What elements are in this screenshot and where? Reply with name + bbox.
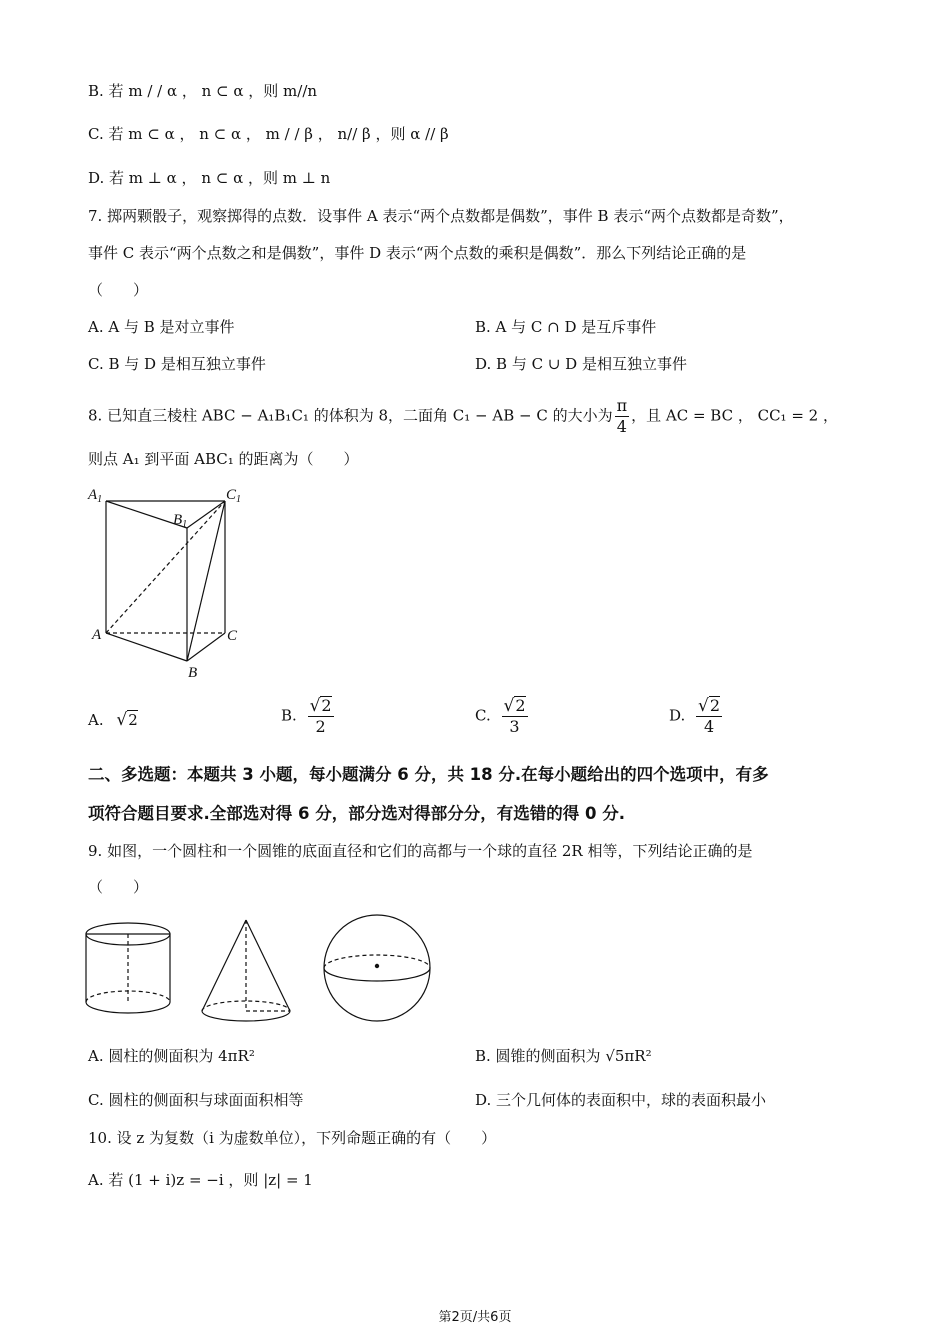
q8-option-a-label: A. [88, 711, 104, 729]
q9-answer-paren: （ ） [88, 878, 149, 896]
q8-stem-line2: 则点 A₁ 到平面 ABC₁ 的距离为（ ） [88, 450, 359, 468]
q8-stem-line1 [88, 396, 838, 437]
q8-option-a-value: 2 [128, 711, 138, 729]
q8-option-b: B. $\frac{√2}{2}$ [281, 696, 332, 736]
q6-option-d: D. 若 m ⊥ α ， n ⊂ α ，则 m ⊥ n [88, 169, 331, 187]
section2-heading-line2: 项符合题目要求.全部选对得 6 分，部分选对得部分分，有选错的得 0 分. [88, 804, 625, 823]
q9-option-c: C. 圆柱的侧面积与球面面积相等 [88, 1091, 304, 1109]
q7-option-c: C. B 与 D 是相互独立事件 [88, 355, 266, 373]
label-b1: $B_1$ [173, 512, 188, 530]
label-a: A [92, 627, 102, 643]
label-c: C [227, 628, 238, 644]
q8-option-c-numerator: 2 [515, 696, 526, 715]
q9-option-a: A. 圆柱的侧面积为 4πR² [88, 1047, 255, 1065]
q8-option-c-denominator: 3 [509, 717, 520, 736]
q8-angle-numerator: π [616, 396, 628, 415]
q7-answer-paren: （ ） [88, 281, 149, 299]
q8-option-b-label: B. [281, 706, 297, 725]
q8-option-d-denominator: 4 [703, 717, 715, 736]
q8-option-c: C. $\frac{√2}{3}$ [475, 696, 526, 736]
section2-heading-line1: 二、多选题：本题共 3 小题，每小题满分 6 分，共 18 分.在每小题给出的四个选项中，有多 [88, 765, 769, 784]
q7-option-a: A. A 与 B 是对立事件 [88, 318, 235, 336]
q9-stem-line1: 9. 如图，一个圆柱和一个圆锥的底面直径和它们的高都与一个球的直径 2R 相等，下列结论正确的是 [88, 842, 753, 860]
q8-prism-figure [84, 484, 254, 684]
q10-stem: 10. 设 z 为复数（i 为虚数单位），下列命题正确的有（ ） [88, 1129, 497, 1147]
q7-option-b: B. A 与 C ∩ D 是互斥事件 [475, 318, 657, 336]
q8-option-d-numerator: 2 [709, 696, 721, 715]
q9-option-d: D. 三个几何体的表面积中，球的表面积最小 [475, 1091, 767, 1109]
q7-option-d: D. B 与 C ∪ D 是相互独立事件 [475, 355, 687, 373]
q8-option-b-denominator: 2 [315, 717, 326, 736]
q8-angle-fraction [615, 396, 630, 437]
label-b: B [188, 665, 198, 681]
label-a1: $A_1$ [88, 487, 103, 505]
q10-option-a: A. 若 (1 + i)z = −i ，则 |z| = 1 [88, 1171, 313, 1189]
q8-option-d: D. $\frac{√2}{4}$ [669, 696, 721, 736]
q9-option-b: B. 圆锥的侧面积为 √5πR² [475, 1047, 652, 1065]
q8-option-b-numerator: 2 [321, 696, 332, 715]
q7-stem-line1: 7. 掷两颗骰子，观察掷得的点数．设事件 A 表示“两个点数都是偶数”，事件 B 表示“两个点数都是奇数”， [88, 207, 794, 225]
q8-angle-denominator: 4 [616, 417, 627, 436]
label-c1: $C_1$ [226, 487, 242, 505]
q6-option-b: B. 若 m / / α ， n ⊂ α ，则 m//n [88, 82, 318, 100]
q7-stem-line2: 事件 C 表示“两个点数之和是偶数”，事件 D 表示“两个点数的乘积是偶数”．那么下列结论正确的是 [88, 244, 747, 262]
q6-option-c: C. 若 m ⊂ α ， n ⊂ α ， m / / β ， n// β ，则 α // β [88, 125, 449, 143]
q8-stem-part2: ，且 AC = BC ， CC₁ = 2 ， [631, 406, 838, 425]
q8-stem-part1: 8. 已知直三棱柱 ABC − A₁B₁C₁ 的体积为 8，二面角 C₁ − AB − C 的大小为 [88, 406, 613, 425]
q8-option-c-label: C. [475, 706, 491, 725]
page-footer: 第2页/共6页 [438, 1310, 512, 1325]
q8-option-a: A. √2 [88, 710, 138, 730]
q9-solids-figure [84, 914, 444, 1026]
q8-option-d-label: D. [669, 706, 686, 725]
